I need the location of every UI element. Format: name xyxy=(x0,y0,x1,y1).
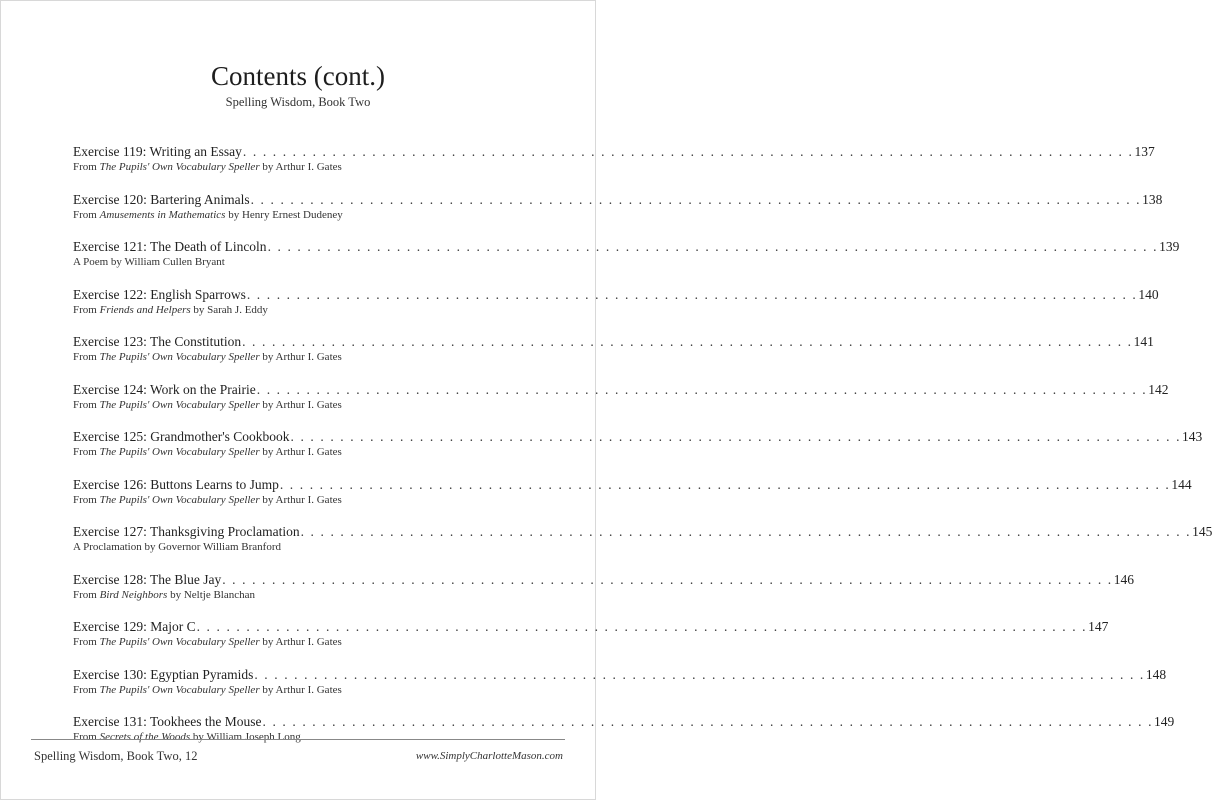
source-prefix: From xyxy=(73,683,100,696)
source-attribution xyxy=(73,683,525,697)
exercise-title: Exercise 120: Bartering Animals xyxy=(73,191,250,207)
source-attribution xyxy=(73,588,525,602)
source-attribution xyxy=(73,398,525,412)
page-number: 145 xyxy=(1192,524,1212,539)
source-attribution xyxy=(73,255,525,269)
toc-entry-line xyxy=(73,381,1169,398)
dot-leader: . . . . . . . . . . . . . . . . . . . . . . . . . . . . . . . . . . . . . . . . . . . . . . . . . . . . . . . . . . . . . . . . . . . . . . . . . . . . . . . . . . . . . . . . . . xyxy=(290,429,1182,444)
exercise-title: Exercise 129: Major C xyxy=(73,619,196,634)
source-prefix: A Poem by William Cullen Bryant xyxy=(73,256,225,268)
source-author: by Arthur I. Gates xyxy=(259,161,342,173)
exercise-title: Exercise 123: The Constitution xyxy=(73,334,242,349)
exercise-title: Exercise 119: Writing an Essay xyxy=(73,144,242,159)
toc-entry-line xyxy=(73,523,1212,540)
toc-entry-line xyxy=(73,476,1192,493)
source-attribution xyxy=(73,445,525,459)
source-prefix: From xyxy=(73,398,100,411)
page-number: 146 xyxy=(1113,571,1134,587)
dot-leader: . . . . . . . . . . . . . . . . . . . . . . . . . . . . . . . . . . . . . . . . . . . . . . . . . . . . . . . . . . . . . . . . . . . . . . . . . . . . . . . . . . . . . . . . . . xyxy=(242,144,1134,159)
source-author: by Henry Ernest Dudeney xyxy=(225,208,343,221)
page-title: Contents (cont.) xyxy=(211,61,385,91)
page-number: 141 xyxy=(1133,334,1154,349)
toc-entry xyxy=(73,333,1154,381)
toc-entry-line xyxy=(73,571,1134,588)
toc-entry xyxy=(73,191,1163,239)
source-work-title: Friends and Helpers xyxy=(99,303,191,316)
source-attribution xyxy=(73,208,525,222)
page-number: 149 xyxy=(1154,714,1175,729)
toc-entry xyxy=(73,571,1134,619)
source-prefix: From xyxy=(73,446,100,458)
source-work-title: The Pupils' Own Vocabulary Speller xyxy=(99,636,260,648)
toc-entry-line xyxy=(73,143,1155,160)
page-number: 148 xyxy=(1145,666,1167,682)
source-work-title: The Pupils' Own Vocabulary Speller xyxy=(99,493,260,506)
toc-entry xyxy=(73,238,1180,286)
source-work-title: The Pupils' Own Vocabulary Speller xyxy=(99,446,260,458)
dot-leader: . . . . . . . . . . . . . . . . . . . . . . . . . . . . . . . . . . . . . . . . . . . . . . . . . . . . . . . . . . . . . . . . . . . . . . . . . . . . . . . . . . . . . . . . . . xyxy=(267,239,1159,254)
source-attribution xyxy=(73,635,525,649)
source-prefix: From xyxy=(73,636,100,648)
source-work-title: The Pupils' Own Vocabulary Speller xyxy=(99,398,260,411)
toc-entry xyxy=(73,476,1192,524)
page-number: 137 xyxy=(1134,144,1155,159)
toc-entry-line xyxy=(73,333,1154,350)
exercise-title: Exercise 122: English Sparrows xyxy=(73,286,246,302)
source-author: by Arthur I. Gates xyxy=(259,636,342,648)
toc-entry-line xyxy=(73,238,1180,255)
exercise-title: Exercise 127: Thanksgiving Proclamation xyxy=(73,524,300,539)
source-author: by Arthur I. Gates xyxy=(259,683,342,696)
source-work-title: The Pupils' Own Vocabulary Speller xyxy=(99,351,260,363)
table-of-contents xyxy=(73,143,1212,761)
source-author: by Arthur I. Gates xyxy=(259,446,342,458)
toc-entry-line xyxy=(73,713,1175,730)
source-prefix: A Proclamation by Governor William Branford xyxy=(73,541,282,553)
exercise-title: Exercise 125: Grandmother's Cookbook xyxy=(73,429,290,444)
source-attribution xyxy=(73,303,525,317)
dot-leader: . . . . . . . . . . . . . . . . . . . . . . . . . . . . . . . . . . . . . . . . . . . . . . . . . . . . . . . . . . . . . . . . . . . . . . . . . . . . . . . . . . . . . . . . . . xyxy=(262,714,1154,729)
toc-entry-line xyxy=(73,666,1167,683)
toc-entry xyxy=(73,523,1212,571)
source-attribution xyxy=(73,350,525,364)
source-attribution xyxy=(73,493,525,507)
dot-leader: . . . . . . . . . . . . . . . . . . . . . . . . . . . . . . . . . . . . . . . . . . . . . . . . . . . . . . . . . . . . . . . . . . . . . . . . . . . . . . . . . . . . . . . . . . xyxy=(256,381,1148,397)
page-subtitle: Spelling Wisdom, Book Two xyxy=(225,95,371,109)
footer-book-page: Spelling Wisdom, Book Two, 12 xyxy=(34,749,198,763)
source-work-title: The Pupils' Own Vocabulary Speller xyxy=(99,683,260,696)
source-work-title: Bird Neighbors xyxy=(99,588,168,601)
source-author: by Neltje Blanchan xyxy=(167,588,256,601)
page-number: 144 xyxy=(1171,476,1192,492)
source-author: by William Joseph Long xyxy=(190,731,301,743)
source-prefix: From xyxy=(73,731,100,743)
toc-entry xyxy=(73,286,1159,334)
source-work-title: The Pupils' Own Vocabulary Speller xyxy=(99,161,260,173)
toc-entry xyxy=(73,618,1109,666)
exercise-title: Exercise 124: Work on the Prairie xyxy=(73,381,256,397)
toc-entry xyxy=(73,381,1169,429)
dot-leader: . . . . . . . . . . . . . . . . . . . . . . . . . . . . . . . . . . . . . . . . . . . . . . . . . . . . . . . . . . . . . . . . . . . . . . . . . . . . . . . . . . . . . . . . . . xyxy=(250,191,1142,207)
exercise-title: Exercise 121: The Death of Lincoln xyxy=(73,239,267,254)
toc-entry xyxy=(73,666,1167,714)
dot-leader: . . . . . . . . . . . . . . . . . . . . . . . . . . . . . . . . . . . . . . . . . . . . . . . . . . . . . . . . . . . . . . . . . . . . . . . . . . . . . . . . . . . . . . . . . . xyxy=(254,666,1145,682)
page-number: 147 xyxy=(1088,619,1109,634)
dot-leader: . . . . . . . . . . . . . . . . . . . . . . . . . . . . . . . . . . . . . . . . . . . . . . . . . . . . . . . . . . . . . . . . . . . . . . . . . . . . . . . . . . . . . . . . . . xyxy=(242,334,1133,349)
source-work-title: Amusements in Mathematics xyxy=(99,208,226,221)
source-prefix: From xyxy=(73,161,100,173)
exercise-title: Exercise 126: Buttons Learns to Jump xyxy=(73,476,279,492)
page-number: 139 xyxy=(1159,239,1180,254)
footer-divider xyxy=(31,739,565,740)
toc-entry-line xyxy=(73,428,1203,445)
source-prefix: From xyxy=(73,351,100,363)
toc-entry-line xyxy=(73,618,1109,635)
source-attribution xyxy=(73,730,525,744)
toc-entry xyxy=(73,143,1155,191)
source-prefix: From xyxy=(73,493,100,506)
dot-leader: . . . . . . . . . . . . . . . . . . . . . . . . . . . . . . . . . . . . . . . . . . . . . . . . . . . . . . . . . . . . . . . . . . . . . . . . . . . . . . . . . . . . . . . . . . xyxy=(300,524,1192,539)
page-number: 138 xyxy=(1142,191,1163,207)
source-author: by Sarah J. Eddy xyxy=(190,303,268,316)
exercise-title: Exercise 128: The Blue Jay xyxy=(73,571,222,587)
source-attribution xyxy=(73,160,525,174)
toc-entry-line xyxy=(73,286,1159,303)
source-work-title: Secrets of the Woods xyxy=(99,731,191,743)
dot-leader: . . . . . . . . . . . . . . . . . . . . . . . . . . . . . . . . . . . . . . . . . . . . . . . . . . . . . . . . . . . . . . . . . . . . . . . . . . . . . . . . . . . . . . . . . . xyxy=(196,619,1088,634)
source-prefix: From xyxy=(73,588,100,601)
source-attribution xyxy=(73,540,525,554)
source-author: by Arthur I. Gates xyxy=(259,493,342,506)
dot-leader: . . . . . . . . . . . . . . . . . . . . . . . . . . . . . . . . . . . . . . . . . . . . . . . . . . . . . . . . . . . . . . . . . . . . . . . . . . . . . . . . . . . . . . . . . . xyxy=(222,571,1113,587)
exercise-title: Exercise 131: Tookhees the Mouse xyxy=(73,714,262,729)
source-prefix: From xyxy=(73,208,100,221)
dot-leader: . . . . . . . . . . . . . . . . . . . . . . . . . . . . . . . . . . . . . . . . . . . . . . . . . . . . . . . . . . . . . . . . . . . . . . . . . . . . . . . . . . . . . . . . . . xyxy=(279,476,1171,492)
page-number: 142 xyxy=(1148,381,1169,397)
exercise-title: Exercise 130: Egyptian Pyramids xyxy=(73,666,254,682)
page-number: 140 xyxy=(1138,286,1159,302)
toc-entry xyxy=(73,428,1203,476)
source-prefix: From xyxy=(73,303,100,316)
source-author: by Arthur I. Gates xyxy=(259,398,342,411)
footer-website: www.SimplyCharlotteMason.com xyxy=(415,750,563,762)
dot-leader: . . . . . . . . . . . . . . . . . . . . . . . . . . . . . . . . . . . . . . . . . . . . . . . . . . . . . . . . . . . . . . . . . . . . . . . . . . . . . . . . . . . . . . . . . . xyxy=(246,286,1138,302)
source-author: by Arthur I. Gates xyxy=(259,351,342,363)
page-number: 143 xyxy=(1182,429,1203,444)
toc-entry-line xyxy=(73,191,1163,208)
